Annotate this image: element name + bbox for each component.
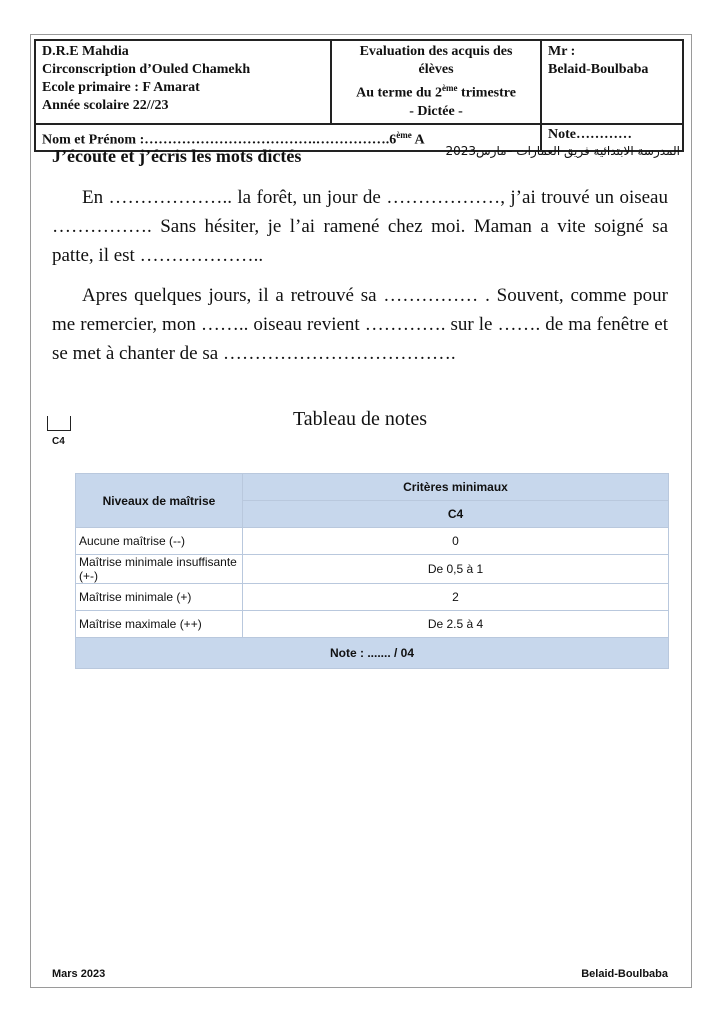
header-year: Année scolaire 22//23 [42, 98, 169, 113]
header-table [34, 39, 684, 152]
row-value: 2 [243, 584, 669, 611]
header-dre: D.R.E Mahdia [42, 44, 129, 59]
dictation-paragraph-2[interactable]: Apres quelques jours, il a retrouvé sa …………… . Souvent, comme pour me remercier, mon …….. oiseau revient …………. sur le ……. de ma fenêtre et se met à chanter de sa ………………………………. [52, 285, 668, 364]
table-row [76, 528, 669, 555]
eval-line3-pre: Au terme du 2 [356, 85, 443, 101]
footer-date: Mars 2023 [52, 968, 106, 980]
row-level: Maîtrise minimale insuffisante (+-) [76, 555, 243, 584]
table-row [76, 584, 669, 611]
row-value: De 2.5 à 4 [243, 611, 669, 638]
header-evaluation [331, 40, 541, 124]
grade-table [75, 473, 669, 669]
row-level: Maîtrise maximale (++) [76, 611, 243, 638]
note-cell[interactable]: Note : ....... / 04 [76, 638, 669, 669]
row-level: Aucune maîtrise (--) [76, 528, 243, 555]
dictation-paragraph-1[interactable]: En ……………….. la forêt, un jour de ………………, j’ai trouvé un oiseau ……………. Sans hésiter, je l’ai ramené chez moi. Maman a vite soigné sa patte, il est ……………….. [52, 187, 668, 266]
header-c4: C4 [243, 501, 669, 528]
eval-line2: élèves [418, 62, 454, 77]
eval-line3-sup: ème [442, 83, 458, 93]
teacher-name: Belaid-Boulbaba [547, 62, 649, 77]
header-school: Ecole primaire : F Amarat [42, 80, 200, 95]
eval-line1: Evaluation des acquis des [359, 44, 513, 59]
header-level: Niveaux de maîtrise [76, 474, 243, 528]
arabic-note: المدرسة الابتدائية فريق العمارات –مارس2023 [445, 144, 680, 158]
row-value: 0 [243, 528, 669, 555]
header-circonscription: Circonscription d’Ouled Chamekh [42, 62, 251, 77]
c4-label: C4 [52, 436, 65, 447]
class-label: A [411, 132, 425, 148]
name-label: Nom et Prénom :……………………………….…………….6 [42, 132, 397, 148]
table-row [76, 611, 669, 638]
exercise-title: J’écoute et j’écris les mots dictés [52, 146, 302, 166]
note-field[interactable]: Note………… [541, 124, 683, 152]
header-school-info [35, 40, 331, 124]
header-criteria: Critères minimaux [243, 474, 669, 501]
header-teacher [541, 40, 683, 124]
table-row [76, 555, 669, 584]
teacher-label: Mr : [547, 44, 576, 59]
row-value: De 0,5 à 1 [243, 555, 669, 584]
table-title: Tableau de notes [292, 408, 428, 430]
footer-author: Belaid-Boulbaba [581, 968, 668, 980]
eval-line4: - Dictée - [409, 103, 463, 119]
name-sup: ème [396, 129, 412, 140]
eval-line3 [338, 79, 534, 103]
row-level: Maîtrise minimale (+) [76, 584, 243, 611]
eval-line3-post: trimestre [457, 85, 516, 101]
